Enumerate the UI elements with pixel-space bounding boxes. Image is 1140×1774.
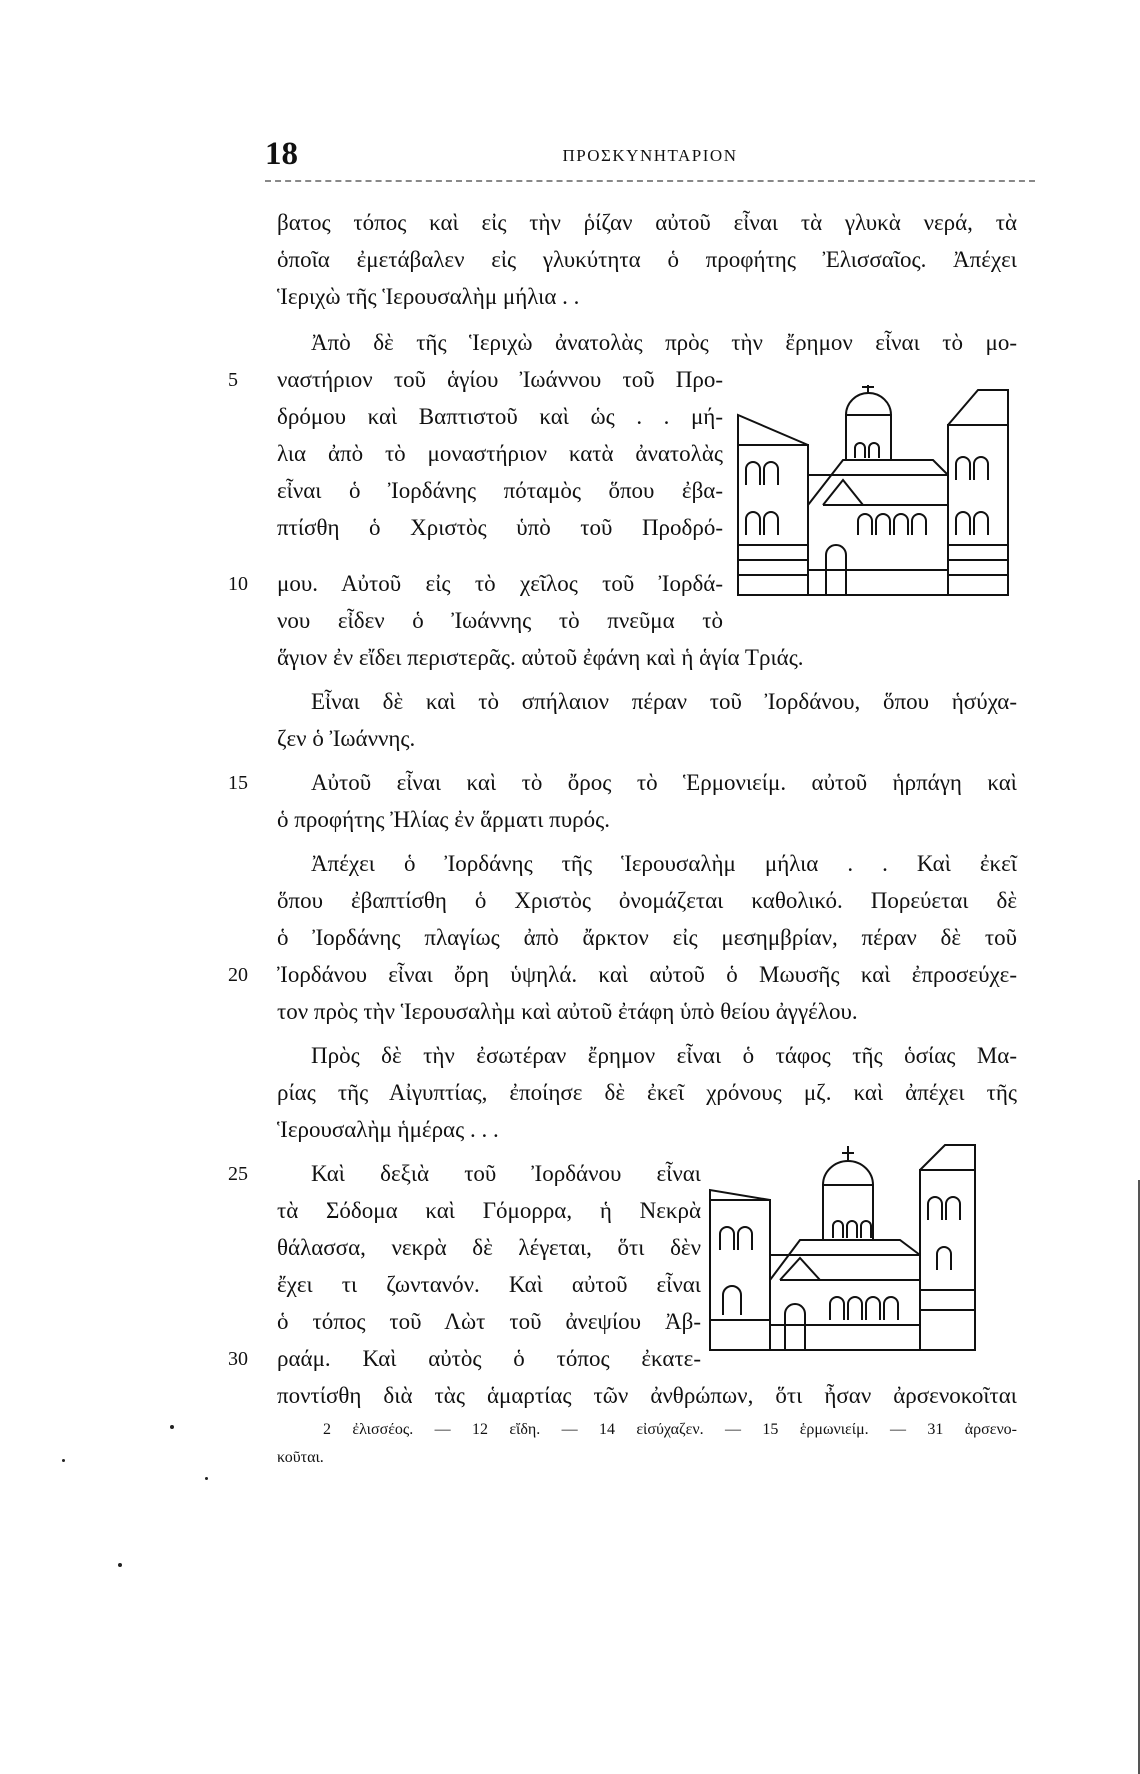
scan-speck xyxy=(62,1459,65,1462)
page-header xyxy=(265,136,1035,176)
text-line: νου εἶδεν ὁ Ἰωάννης τὸ πνεῦμα τὸ xyxy=(277,608,723,633)
footnote-line: κοῦται. xyxy=(277,1449,324,1466)
text-line: Αὐτοῦ εἶναι καὶ τὸ ὄρος τὸ Ἑρμονιείμ. αὐτοῦ ἡρπάγη καὶ xyxy=(311,770,1017,795)
footnotes xyxy=(277,1416,1017,1472)
text-line: μου. Αὐτοῦ εἰς τὸ χεῖλος τοῦ Ἰορδά- xyxy=(277,571,723,596)
text-line: ραάμ. Καὶ αὐτὸς ὁ τόπος ἐκατε- xyxy=(277,1346,701,1371)
text-line: Πρὸς δὲ τὴν ἐσωτέραν ἔρημον εἶναι ὁ τάφος τῆς ὁσίας Μα- xyxy=(311,1043,1017,1068)
line-number: 30 xyxy=(228,1348,248,1370)
text-line: Ἀπὸ δὲ τῆς Ἱεριχὼ ἀνατολὰς πρὸς τὴν ἔρημον εἶναι τὸ μο- xyxy=(311,330,1017,355)
page-number: 18 xyxy=(265,136,298,172)
text-line: λια ἀπὸ τὸ μοναστήριον κατὰ ἀνατολὰς xyxy=(277,441,723,466)
text-line: Ἱερουσαλὴμ ἡμέρας . . . xyxy=(277,1117,499,1142)
text-line: βατος τόπος καὶ εἰς τὴν ῥίζαν αὐτοῦ εἶναι τὰ γλυκὰ νερά, τὰ xyxy=(277,210,1017,235)
church-illustration xyxy=(705,1140,1005,1360)
scan-speck xyxy=(170,1425,174,1429)
text-line: Εἶναι δὲ καὶ τὸ σπήλαιον πέραν τοῦ Ἰορδάνου, ὅπου ἡσύχα- xyxy=(311,689,1017,714)
text-line: ὁ προφήτης Ἠλίας ἐν ἅρματι πυρός. xyxy=(277,807,611,832)
text-line: εἶναι ὁ Ἰορδάνης πόταμὸς ὅπου ἐβα- xyxy=(277,478,723,503)
line-number: 20 xyxy=(228,964,248,986)
scan-speck xyxy=(118,1563,122,1567)
text-line: ναστήριον τοῦ ἁγίου Ἰωάννου τοῦ Προ- xyxy=(277,367,723,392)
text-line: Καὶ δεξιὰ τοῦ Ἰορδάνου εἶναι xyxy=(311,1161,701,1186)
text-line: ὁ τόπος τοῦ Λὼτ τοῦ ἀνεψίου Ἀβ- xyxy=(277,1309,701,1334)
line-number: 15 xyxy=(228,772,248,794)
text-line: Ἱεριχὼ τῆς Ἱερουσαλὴμ μήλια . . xyxy=(277,284,580,309)
monastery-illustration xyxy=(728,385,1018,615)
text-line: πτίσθη ὁ Χριστὸς ὑπὸ τοῦ Προδρό- xyxy=(277,515,723,540)
text-line: τὰ Σόδομα καὶ Γόμορρα, ἡ Νεκρὰ xyxy=(277,1198,701,1223)
line-number: 5 xyxy=(228,369,238,391)
text-line: ἅγιον ἐν εἴδει περιστερᾶς. αὐτοῦ ἐφάνη καὶ ἡ ἁγία Τριάς. xyxy=(277,645,804,670)
line-number: 10 xyxy=(228,573,248,595)
line-number: 25 xyxy=(228,1163,248,1185)
footnote-line: 2 ἐλισσέος. — 12 εἴδη. — 14 εἰσύχαζεν. — 15 ἑρμωνιείμ. — 31 ἀρσενο- xyxy=(323,1421,1017,1438)
text-line: Ἀπέχει ὁ Ἰορδάνης τῆς Ἱερουσαλὴμ μήλια . . Καὶ ἐκεῖ xyxy=(311,851,1017,876)
text-line: ὁποῖα ἐμετάβαλεν εἰς γλυκύτητα ὁ προφήτης Ἐλισσαῖος. Ἀπέχει xyxy=(277,247,1017,272)
text-line: δρόμου καὶ Βαπτιστοῦ καὶ ὡς . . μή- xyxy=(277,404,723,429)
text-line: ρίας τῆς Αἰγυπτίας, ἐποίησε δὲ ἐκεῖ χρόνους μζ. καὶ ἀπέχει τῆς xyxy=(277,1080,1017,1105)
text-line: τον πρὸς τὴν Ἱερουσαλὴμ καὶ αὐτοῦ ἐτάφη ὑπὸ θείου ἀγγέλου. xyxy=(277,999,858,1024)
text-line: θάλασσα, νεκρὰ δὲ λέγεται, ὅτι δὲν xyxy=(277,1235,701,1260)
text-line: ποντίσθη διὰ τὰς ἁμαρτίας τῶν ἀνθρώπων, ὅτι ἦσαν ἀρσενοκοῖται xyxy=(277,1383,1017,1408)
text-line: ὁ Ἰορδάνης πλαγίως ἀπὸ ἄρκτον εἰς μεσημβρίαν, πέραν δὲ τοῦ xyxy=(277,925,1017,950)
text-line: Ἰορδάνου εἶναι ὄρη ὑψηλά. καὶ αὐτοῦ ὁ Μωυσῆς καὶ ἐπροσεύχε- xyxy=(277,962,1017,987)
running-title: ΠΡΟΣΚΥΝΗΤΑΡΙΟΝ xyxy=(562,146,738,165)
scan-speck xyxy=(205,1477,208,1480)
text-line: ἔχει τι ζωντανόν. Καὶ αὐτοῦ εἶναι xyxy=(277,1272,701,1297)
text-line: ζεν ὁ Ἰωάννης. xyxy=(277,726,416,751)
text-line: ὅπου ἐβαπτίσθη ὁ Χριστὸς ὀνομάζεται καθολικό. Πορεύεται δὲ xyxy=(277,888,1017,913)
header-rule xyxy=(265,180,1035,182)
